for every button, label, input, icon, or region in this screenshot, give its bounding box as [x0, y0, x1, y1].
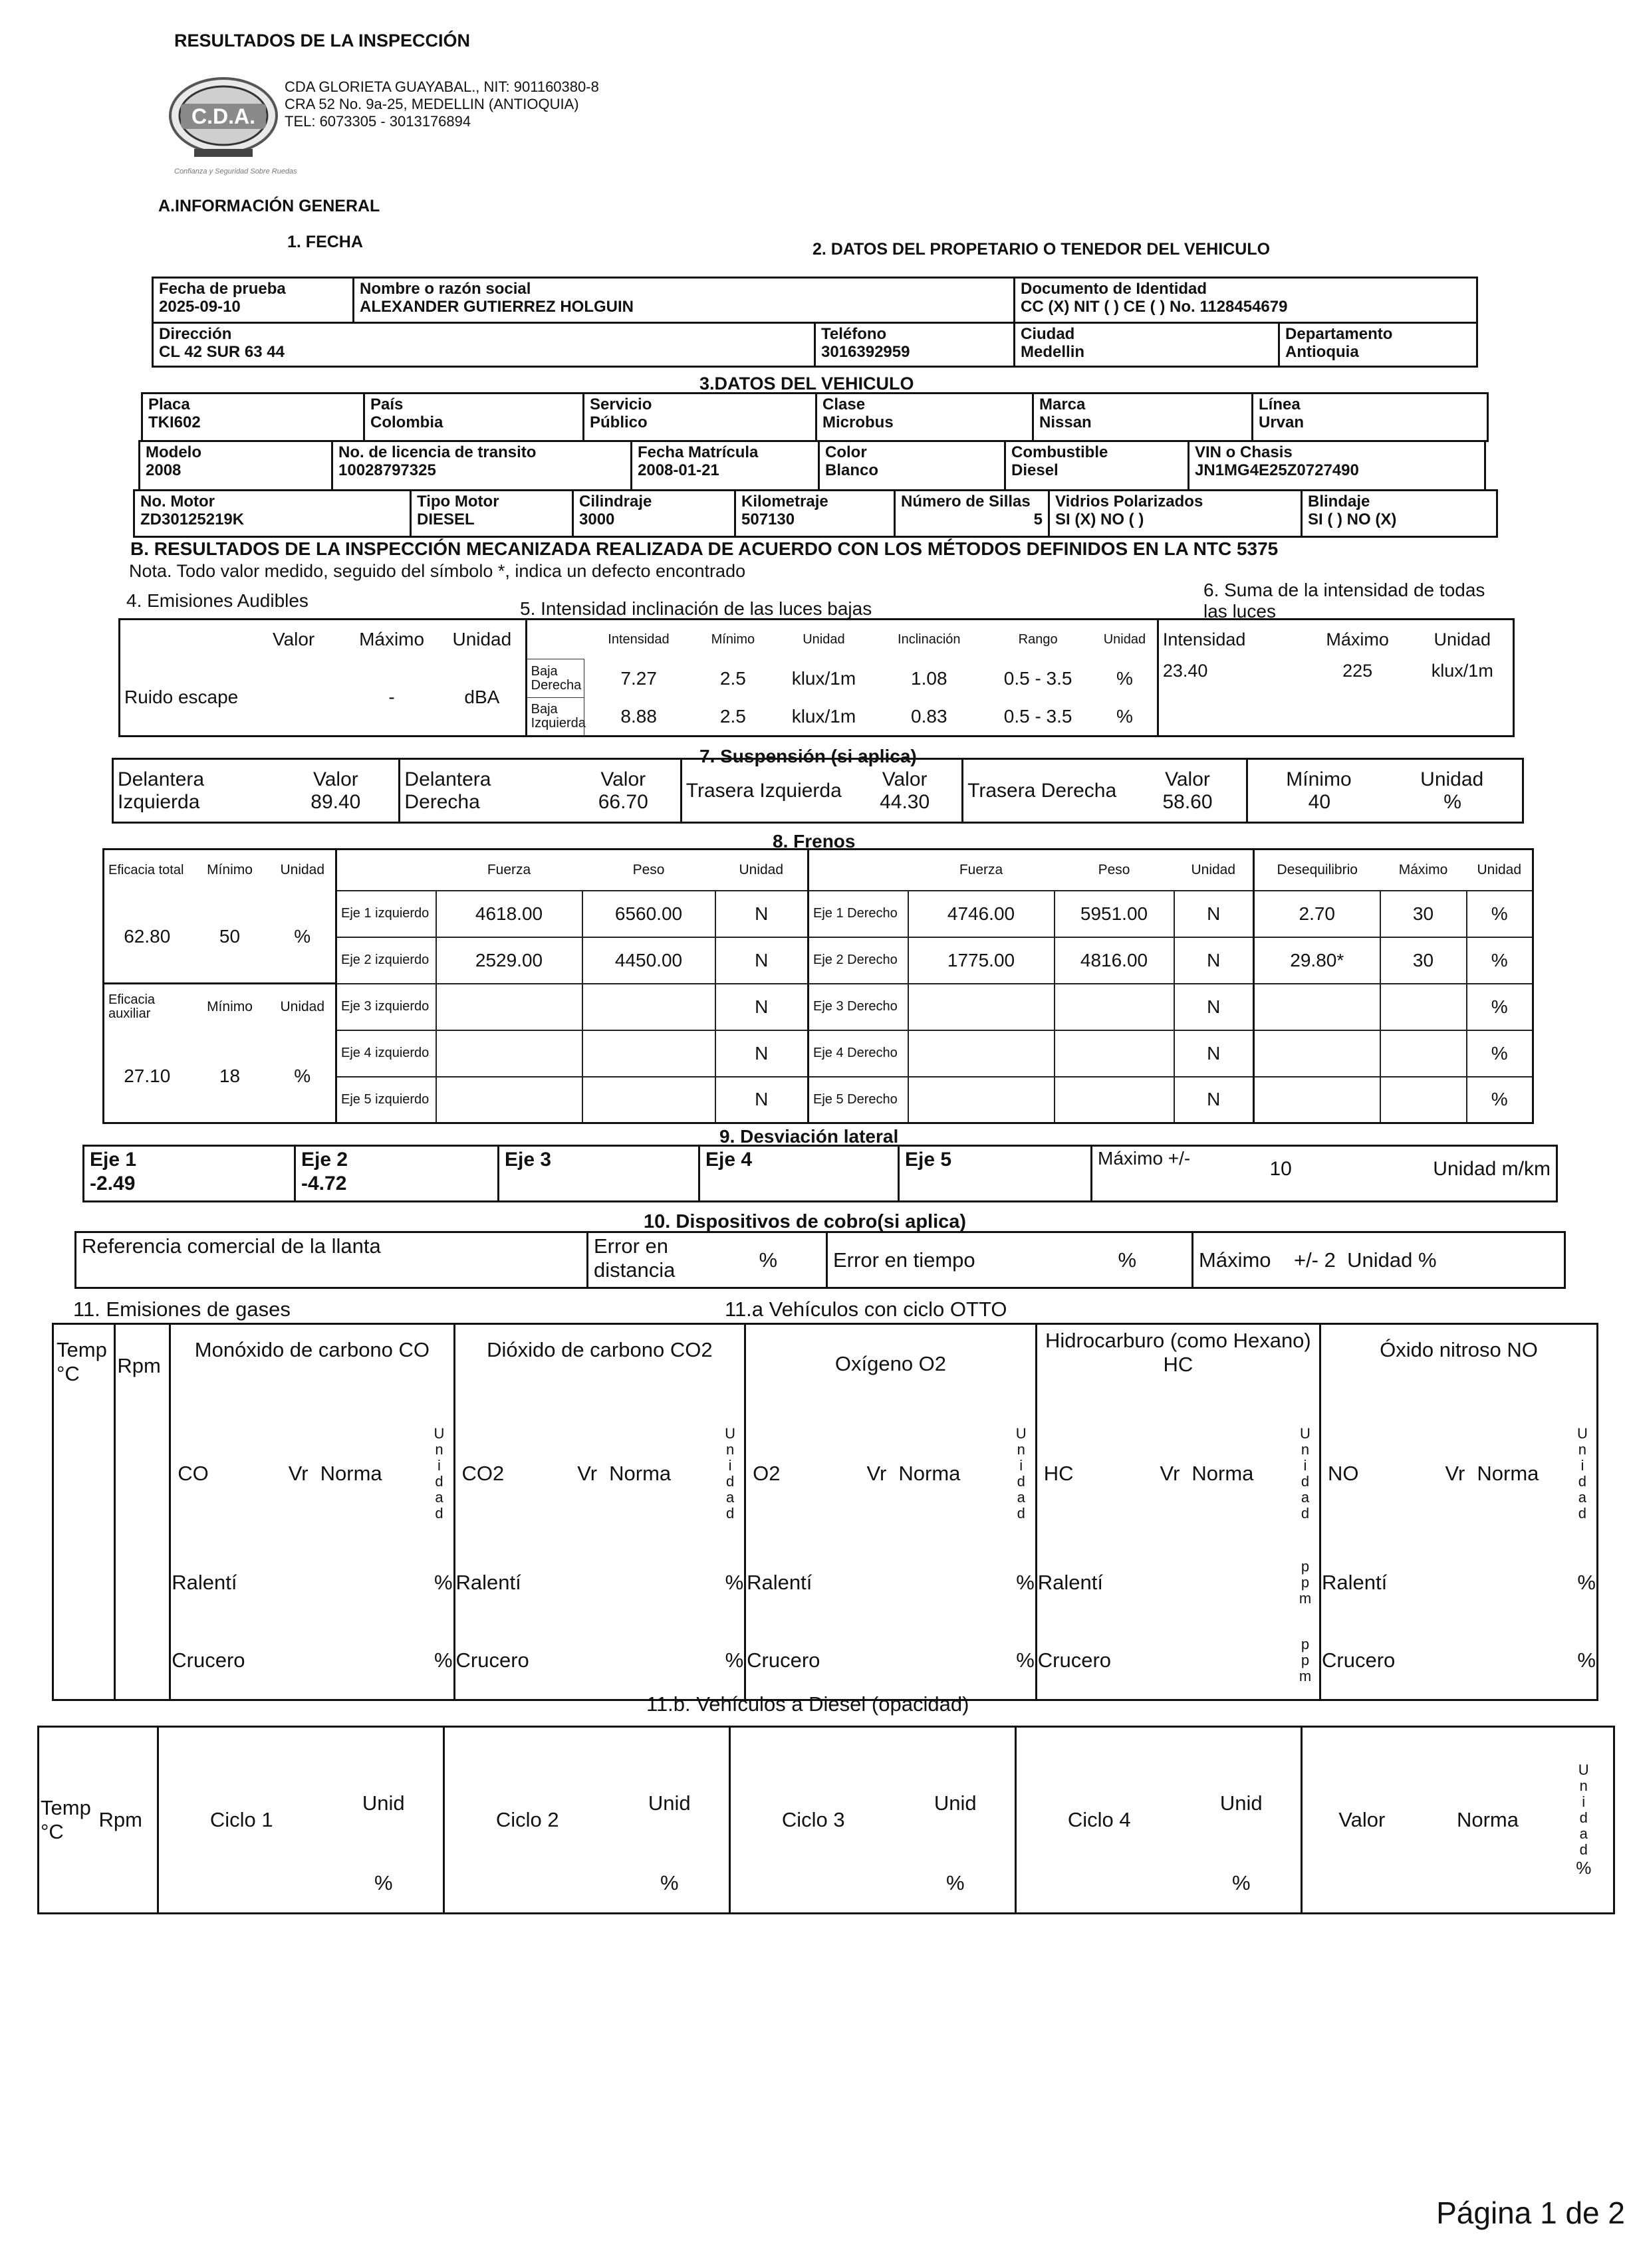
eje2-der-peso: 4816.00: [1055, 937, 1174, 984]
hc-ralenti-unit: p p m: [1291, 1543, 1320, 1622]
eje4-der-fuerza: [908, 1030, 1055, 1077]
error-tiempo-label: Error en tiempo: [827, 1232, 1113, 1288]
suma-unidad-header: Unidad: [1434, 629, 1491, 649]
section-a-title: A.INFORMACIÓN GENERAL: [158, 197, 380, 215]
desv-unidad: Unidad m/km: [1433, 1158, 1551, 1180]
suma-luces-title: 6. Suma de la intensidad de todas las luces: [1203, 580, 1485, 622]
desv-eje1-cell: Eje 1 -2.49: [84, 1146, 295, 1202]
eje3-der-label: Eje 3 Derecho: [809, 984, 908, 1030]
suma-intensidad-header: Intensidad: [1162, 629, 1246, 649]
luz-baja-derecha-unidad: klux/1m: [791, 667, 856, 689]
luz-baja-derecha-unidad2: %: [1092, 659, 1158, 698]
eficacia-aux-min-header: Mínimo: [190, 984, 270, 1030]
owner-table: [152, 277, 1478, 368]
vehicle-table: [141, 392, 1489, 442]
unidad-der-header: Unidad: [1174, 850, 1254, 891]
susp-tra-izq-valor: 44.30: [880, 790, 930, 813]
gases-rpm-label: Rpm: [115, 1324, 170, 1700]
desv-maximo-label: Máximo +/-: [1092, 1146, 1265, 1202]
company-phone: TEL: 6073305 - 3013176894: [285, 113, 471, 130]
eje4-der-unidad: N: [1174, 1030, 1254, 1077]
ciudad-cell: Ciudad Medellin: [1015, 323, 1279, 367]
eje5-der-peso: [1055, 1077, 1174, 1123]
eje3-deseq-unidad: %: [1467, 984, 1533, 1030]
color-cell: Color Blanco: [819, 441, 1005, 491]
diesel-table: [37, 1726, 1615, 1914]
eje2-izq-label: Eje 2 izquierdo: [336, 937, 436, 984]
co2-ralenti-unit: %: [716, 1543, 745, 1622]
eficacia-aux-unidad-header: Unidad: [270, 984, 336, 1030]
gas-co2-unidad: U n i d a d: [716, 1404, 745, 1543]
matricula-cell: Fecha Matrícula 2008-01-21: [632, 441, 819, 491]
eje1-izq-unidad: N: [715, 891, 809, 937]
luz-baja-izquierda-rango: 0.5 - 3.5: [1003, 705, 1072, 727]
cobro-maximo-valor: +/- 2: [1293, 1248, 1336, 1272]
eje4-izq-peso: [582, 1030, 715, 1077]
gas-no-code-row: NO Vr Norma: [1328, 1461, 1539, 1485]
gas-co-header: Monóxido de carbono CO: [170, 1324, 454, 1404]
audible-unidad-header: Unidad: [439, 620, 526, 659]
eje5-desequilibrio: [1254, 1077, 1380, 1123]
ruido-escape-label: Ruido escape: [124, 686, 239, 707]
co2-ralenti-label: Ralentí: [455, 1570, 521, 1594]
audible-maximo-header: Máximo: [359, 629, 425, 650]
no-ralenti-unit: %: [1577, 1570, 1596, 1594]
eje3-deseq-maximo: [1380, 984, 1467, 1030]
departamento-cell: Departamento Antioquia: [1279, 323, 1477, 367]
company-info: [285, 78, 599, 130]
eje2-desequilibrio: 29.80*: [1254, 937, 1380, 984]
luces-unidad2-header: Unidad: [1092, 620, 1158, 659]
diesel-ciclo3-label: Ciclo 3: [781, 1808, 845, 1831]
eje1-der-label: Eje 1 Derecho: [809, 891, 908, 937]
eje5-der-label: Eje 5 Derecho: [809, 1077, 908, 1123]
cda-logo: [168, 72, 279, 175]
eje2-der-unidad: N: [1174, 937, 1254, 984]
fuerza-izq-header: Fuerza: [487, 861, 531, 877]
susp-minimo-cell: Mínimo Unidad 40 %: [1286, 768, 1484, 813]
susp-unidad-valor: %: [1443, 790, 1461, 813]
luz-baja-izquierda-intensidad: 8.88: [620, 705, 657, 727]
gas-co-code-row: CO Vr Norma: [178, 1461, 382, 1485]
gases-title: 11. Emisiones de gases: [73, 1298, 291, 1321]
eje3-der-peso: [1055, 984, 1174, 1030]
susp-minimo-valor: 40: [1308, 790, 1331, 813]
eje5-deseq-unidad: %: [1467, 1077, 1533, 1123]
gas-co2-header: Dióxido de carbono CO2: [454, 1324, 745, 1404]
desv-eje1-valor: -2.49: [90, 1173, 136, 1194]
suma-maximo-header: Máximo: [1326, 629, 1389, 649]
desv-eje2-valor: -4.72: [301, 1173, 347, 1194]
eje5-der-fuerza: [908, 1077, 1055, 1123]
eje1-izq-fuerza: 4618.00: [436, 891, 582, 937]
eficacia-aux-min: 18: [219, 1065, 241, 1086]
eje5-izq-peso: [582, 1077, 715, 1123]
vehicle-table-row3: [133, 489, 1498, 538]
susp-del-der-label: Delantera Derecha: [404, 768, 491, 813]
eje3-desequilibrio: [1254, 984, 1380, 1030]
co2-crucero-label: Crucero: [455, 1648, 529, 1672]
page-number: Página 1 de 2: [1436, 2196, 1625, 2230]
luces-intensidad-header: Intensidad: [608, 631, 670, 647]
propietario-label: 2. DATOS DEL PROPETARIO O TENEDOR DEL VEHICULO: [812, 240, 1271, 259]
emissions-lights-table: [118, 618, 1515, 737]
eje2-deseq-maximo: 30: [1380, 937, 1467, 984]
tipo-motor-cell: Tipo Motor DIESEL: [411, 491, 573, 537]
audible-valor-header: Valor: [272, 629, 315, 650]
hc-crucero-unit: p p m: [1291, 1622, 1320, 1700]
eje5-izq-fuerza: [436, 1077, 582, 1123]
co2-crucero-unit: %: [716, 1622, 745, 1700]
gases-table: [52, 1323, 1598, 1701]
susp-tra-der-cell: Valor 58.60: [1129, 759, 1247, 823]
ruido-escape-unidad: dBA: [439, 659, 526, 737]
eje1-der-unidad: N: [1174, 891, 1254, 937]
document-title: RESULTADOS DE LA INSPECCIÓN: [174, 31, 471, 51]
o2-ralenti-unit: %: [1007, 1543, 1037, 1622]
co-crucero-unit: %: [425, 1622, 454, 1700]
desv-eje5-cell: Eje 5: [899, 1146, 1092, 1202]
otto-title: 11.a Vehículos con ciclo OTTO: [725, 1298, 1007, 1321]
section-b-title: B. RESULTADOS DE LA INSPECCIÓN MECANIZADA REALIZADA DE ACUERDO CON LOS MÉTODOS DEFINIDOS EN LA NTC 5375: [130, 538, 1279, 559]
deseq-maximo-header: Máximo: [1398, 861, 1448, 877]
peso-der-header: Peso: [1098, 861, 1130, 877]
luz-baja-derecha-label: Baja Derecha: [526, 659, 584, 698]
susp-del-der-valor: 66.70: [598, 790, 648, 813]
gases-temp-label: Temp °C: [53, 1324, 115, 1700]
susp-tra-izq-label: Trasera Izquierda: [686, 779, 842, 802]
eje4-der-label: Eje 4 Derecho: [809, 1030, 908, 1077]
eje4-izq-unidad: N: [715, 1030, 809, 1077]
linea-cell: Línea Urvan: [1253, 394, 1488, 441]
eficacia-total-min: 50: [219, 925, 241, 947]
diesel-unidad-cell: U n i d a d %: [1555, 1727, 1614, 1914]
diesel-ciclo4-label: Ciclo 4: [1067, 1808, 1131, 1831]
eficacia-aux-label: Eficacia auxiliar: [104, 984, 190, 1030]
eje3-izq-fuerza: [436, 984, 582, 1030]
eje4-deseq-maximo: [1380, 1030, 1467, 1077]
gas-o2-unidad: U n i d a d: [1007, 1404, 1037, 1543]
section-b-note: Nota. Todo valor medido, seguido del símbolo *, indica un defecto encontrado: [129, 561, 746, 581]
diesel-valor-label: Valor: [1338, 1808, 1386, 1831]
emisiones-audibles-title: 4. Emisiones Audibles: [126, 590, 309, 611]
eje5-izq-label: Eje 5 izquierdo: [336, 1077, 436, 1123]
error-distancia-label: Error en distancia: [588, 1232, 754, 1288]
eficacia-total-unidad: %: [270, 891, 336, 984]
luces-inclinacion-header: Inclinación: [898, 631, 961, 647]
susp-del-izq-valor: 89.40: [311, 790, 361, 813]
eje1-deseq-unidad: %: [1467, 891, 1533, 937]
error-tiempo-unidad: %: [1113, 1232, 1193, 1288]
diesel-title: 11.b. Vehículos a Diesel (opacidad): [646, 1692, 969, 1716]
luz-baja-izquierda-minimo: 2.5: [719, 705, 746, 727]
luz-baja-izquierda-label: Baja Izquierda: [526, 698, 584, 737]
clase-cell: Clase Microbus: [816, 394, 1033, 441]
fuerza-der-header: Fuerza: [959, 861, 1003, 877]
eje5-izq-unidad: N: [715, 1077, 809, 1123]
ruido-escape-maximo: -: [388, 686, 395, 707]
luces-title: 5. Intensidad inclinación de las luces bajas: [520, 598, 872, 619]
diesel-rpm-label: Rpm: [98, 1727, 158, 1914]
combustible-cell: Combustible Diesel: [1005, 441, 1189, 491]
vehiculo-title: 3.DATOS DEL VEHICULO: [699, 374, 914, 394]
ref-llanta-label: Referencia comercial de la llanta: [76, 1232, 588, 1288]
pais-cell: País Colombia: [364, 394, 584, 441]
logo-slogan: Confianza y Seguridad Sobre Ruedas: [174, 168, 297, 175]
suspension-table: [112, 758, 1524, 824]
eje3-izq-peso: [582, 984, 715, 1030]
suma-maximo-valor: 225: [1342, 660, 1373, 681]
company-address: CRA 52 No. 9a-25, MEDELLIN (ANTIOQUIA): [285, 96, 579, 112]
susp-del-izq-label: Delantera Izquierda: [118, 768, 205, 813]
suma-intensidad-valor: 23.40: [1162, 660, 1208, 681]
ruido-escape-valor: [243, 659, 344, 737]
desv-eje2-cell: Eje 2 -4.72: [295, 1146, 499, 1202]
susp-tra-der-label: Trasera Derecha: [967, 779, 1117, 802]
o2-crucero-unit: %: [1007, 1622, 1037, 1700]
desviacion-title: 9. Desviación lateral: [719, 1126, 899, 1147]
eje4-der-peso: [1055, 1030, 1174, 1077]
fecha-prueba-cell: Fecha de prueba 2025-09-10: [153, 278, 354, 323]
suma-unidad-valor: klux/1m: [1431, 660, 1493, 681]
co-ralenti-label: Ralentí: [172, 1570, 237, 1594]
frenos-table: [102, 848, 1534, 1124]
desv-maximo-valor: 10: [1269, 1158, 1292, 1180]
vidrios-cell: Vidrios Polarizados SI (X) NO ( ): [1049, 491, 1302, 537]
unidad-izq-header: Unidad: [715, 850, 809, 891]
logo-text: C.D.A.: [191, 104, 255, 128]
eje5-deseq-maximo: [1380, 1077, 1467, 1123]
company-name: CDA GLORIETA GUAYABAL., NIT: 901160380-8: [285, 78, 599, 95]
eje1-der-peso: 5951.00: [1055, 891, 1174, 937]
luz-baja-izquierda-unidad: klux/1m: [791, 705, 856, 727]
eje3-izq-unidad: N: [715, 984, 809, 1030]
eje5-der-unidad: N: [1174, 1077, 1254, 1123]
eje1-izq-label: Eje 1 izquierdo: [336, 891, 436, 937]
eje4-izq-label: Eje 4 izquierdo: [336, 1030, 436, 1077]
susp-del-izq-cell: Valor 89.40: [273, 759, 400, 823]
desviacion-table: [82, 1145, 1558, 1202]
desequilibrio-header: Desequilibrio: [1277, 861, 1358, 877]
luces-rango-header: Rango: [1018, 631, 1058, 647]
eficacia-aux-valor: 27.10: [124, 1065, 171, 1086]
eje3-der-fuerza: [908, 984, 1055, 1030]
eje2-izq-peso: 4450.00: [582, 937, 715, 984]
diesel-ciclo2-label: Ciclo 2: [495, 1808, 559, 1831]
diesel-temp-label: Temp °C: [41, 1796, 91, 1843]
eje2-izq-fuerza: 2529.00: [436, 937, 582, 984]
telefono-cell: Teléfono 3016392959: [815, 323, 1015, 367]
eje4-desequilibrio: [1254, 1030, 1380, 1077]
desv-eje3-cell: Eje 3: [499, 1146, 699, 1202]
gas-no-unidad: U n i d a d: [1576, 1424, 1588, 1522]
eje4-deseq-unidad: %: [1467, 1030, 1533, 1077]
peso-izq-header: Peso: [632, 861, 665, 877]
vin-cell: VIN o Chasis JN1MG4E25Z0727490: [1189, 441, 1485, 491]
eje3-der-unidad: N: [1174, 984, 1254, 1030]
eficacia-total-valor: 62.80: [124, 925, 171, 947]
marca-cell: Marca Nissan: [1033, 394, 1253, 441]
hc-ralenti-label: Ralentí: [1037, 1570, 1103, 1594]
o2-ralenti-label: Ralentí: [747, 1570, 812, 1594]
gas-co2-code-row: CO2 Vr Norma: [461, 1461, 672, 1485]
eficacia-total-unidad-header: Unidad: [270, 850, 336, 891]
diesel-norma-label: Norma: [1456, 1808, 1519, 1831]
frenos-title: 8. Frenos: [773, 831, 856, 851]
luces-unidad-header: Unidad: [803, 631, 845, 647]
cobro-title: 10. Dispositivos de cobro(si aplica): [644, 1211, 967, 1232]
gas-o2-code-row: O2 Vr Norma: [753, 1461, 961, 1485]
o2-crucero-label: Crucero: [747, 1648, 820, 1672]
sillas-cell: Número de Sillas 5: [895, 491, 1049, 537]
susp-del-der-cell: Valor 66.70: [566, 759, 682, 823]
eje1-desequilibrio: 2.70: [1254, 891, 1380, 937]
eje3-izq-label: Eje 3 izquierdo: [336, 984, 436, 1030]
gas-no-header: Óxido nitroso NO: [1380, 1338, 1538, 1361]
servicio-cell: Servicio Público: [584, 394, 816, 441]
diesel-unidad-vert: U n i d a d: [1578, 1761, 1589, 1858]
motor-cell: No. Motor ZD30125219K: [134, 491, 411, 537]
eje2-izq-unidad: N: [715, 937, 809, 984]
eje1-der-fuerza: 4746.00: [908, 891, 1055, 937]
cobro-unidad: Unidad %: [1347, 1248, 1437, 1272]
eje2-der-label: Eje 2 Derecho: [809, 937, 908, 984]
blindaje-cell: Blindaje SI ( ) NO (X): [1302, 491, 1497, 537]
diesel-ciclo3-unid: Unid %: [896, 1727, 1016, 1914]
nombre-cell: Nombre o razón social ALEXANDER GUTIERREZ HOLGUIN: [354, 278, 1015, 323]
eje2-deseq-unidad: %: [1467, 937, 1533, 984]
placa-cell: Placa TKI602: [142, 394, 364, 441]
luz-baja-derecha-intensidad: 7.27: [620, 667, 657, 689]
diesel-ciclo1-unid: Unid %: [324, 1727, 444, 1914]
luces-minimo-header: Mínimo: [711, 631, 755, 647]
luz-baja-derecha-inclinacion: 1.08: [911, 667, 947, 689]
diesel-ciclo4-unid: Unid %: [1182, 1727, 1302, 1914]
cilindraje-cell: Cilindraje 3000: [573, 491, 735, 537]
hc-crucero-label: Crucero: [1037, 1648, 1112, 1672]
error-distancia-unidad: %: [754, 1232, 827, 1288]
eficacia-aux-unidad: %: [270, 1030, 336, 1123]
luz-baja-derecha-rango: 0.5 - 3.5: [1003, 667, 1072, 689]
eficacia-total-label: Eficacia total: [108, 862, 184, 877]
documento-cell: Documento de Identidad CC (X) NIT ( ) CE ( ) No. 1128454679: [1015, 278, 1477, 323]
kilometraje-cell: Kilometraje 507130: [735, 491, 895, 537]
cobro-table: [74, 1231, 1566, 1289]
gas-hc-header: Hidrocarburo (como Hexano) HC: [1036, 1324, 1320, 1404]
co-ralenti-unit: %: [425, 1543, 454, 1622]
luz-baja-izquierda-inclinacion: 0.83: [911, 705, 947, 727]
fecha-label: 1. FECHA: [287, 233, 363, 251]
eje1-deseq-maximo: 30: [1380, 891, 1467, 937]
gas-o2-header: Oxígeno O2: [745, 1324, 1037, 1404]
co-crucero-label: Crucero: [172, 1648, 245, 1672]
eje1-izq-peso: 6560.00: [582, 891, 715, 937]
susp-tra-der-valor: 58.60: [1162, 790, 1213, 813]
suspension-title: 7. Suspensión (si aplica): [699, 746, 917, 766]
luz-baja-izquierda-unidad2: %: [1092, 698, 1158, 737]
eficacia-total-min-header: Mínimo: [207, 862, 253, 878]
no-crucero-unit: %: [1577, 1648, 1596, 1672]
luz-baja-derecha-minimo: 2.5: [719, 667, 746, 689]
vehicle-table-row2: [138, 440, 1486, 491]
desv-maximo-cell: [1265, 1146, 1557, 1202]
no-crucero-label: Crucero: [1322, 1648, 1396, 1672]
gas-co-unidad: U n i d a d: [425, 1404, 454, 1543]
no-ralenti-label: Ralentí: [1322, 1570, 1388, 1594]
susp-tra-izq-cell: Valor 44.30: [848, 759, 963, 823]
deseq-unidad-header: Unidad: [1477, 861, 1522, 877]
licencia-cell: No. de licencia de transito 10028797325: [332, 441, 632, 491]
diesel-ciclo2-unid: Unid %: [610, 1727, 730, 1914]
gas-hc-code-row: HC Vr Norma: [1043, 1461, 1254, 1485]
gas-hc-unidad: U n i d a d: [1291, 1404, 1320, 1543]
eje2-der-fuerza: 1775.00: [908, 937, 1055, 984]
eje4-izq-fuerza: [436, 1030, 582, 1077]
direccion-cell: Dirección CL 42 SUR 63 44: [153, 323, 815, 367]
cobro-maximo-cell: Máximo +/- 2 Unidad %: [1193, 1232, 1565, 1288]
desv-eje4-cell: Eje 4: [699, 1146, 899, 1202]
modelo-cell: Modelo 2008: [140, 441, 332, 491]
diesel-ciclo1-label: Ciclo 1: [209, 1808, 273, 1831]
